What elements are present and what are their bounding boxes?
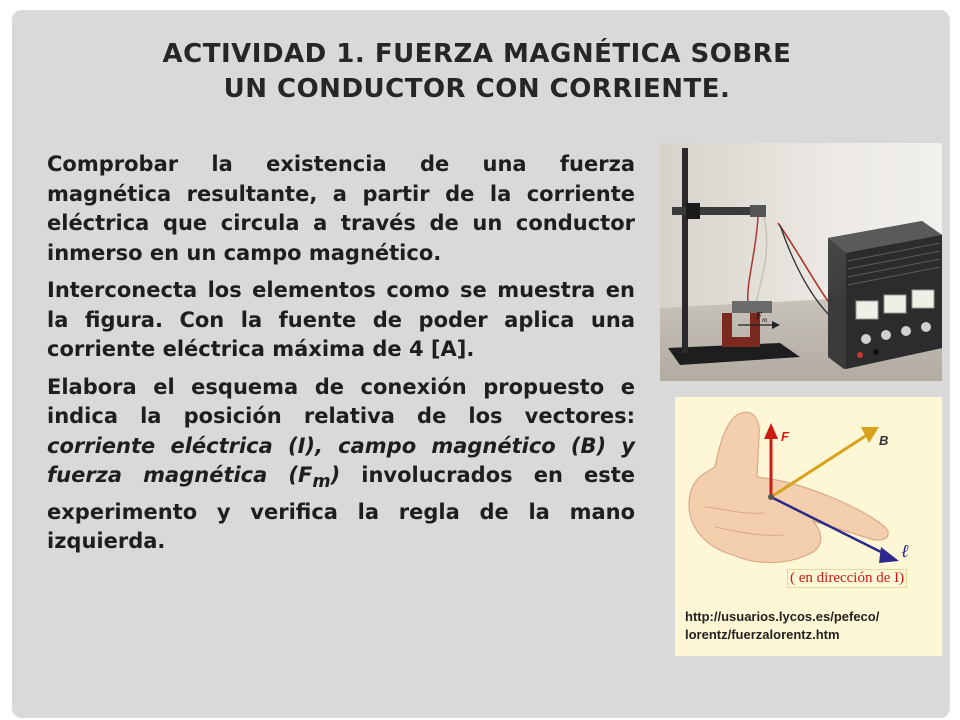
source-url-line-1: http://usuarios.lycos.es/pefeco/	[685, 609, 880, 624]
task-end: involucrados en este experimento y verifica la regla de la mano izquierda.	[47, 463, 636, 554]
source-url-line-2: lorentz/fuerzalorentz.htm	[685, 627, 840, 642]
task-start: Elabora el esquema de conexión propuesto e indica la posición relativa de los vectores:	[47, 374, 635, 428]
current-direction-caption: ( en dirección de I)	[787, 569, 907, 588]
task-subscript: m	[312, 472, 331, 493]
label-l: ℓ	[901, 541, 909, 561]
force-label: $F_m$	[756, 311, 768, 324]
lab-setup-illustration	[660, 143, 942, 381]
paragraph-instructions: Interconecta los elementos como se muestra en la figura. Con la fuente de poder aplica una corriente eléctrica máxima de 4 [A].	[47, 278, 635, 361]
title-line-2: UN CONDUCTOR CON CORRIENTE.	[223, 74, 731, 104]
body-text	[47, 150, 635, 565]
slide	[12, 10, 950, 718]
paragraph-task	[47, 373, 635, 557]
slide-title	[52, 37, 902, 107]
task-vectors-text: corriente eléctrica (I), campo magnético (B) y fuerza magnética (F	[47, 433, 635, 487]
hand-vectors-illustration	[675, 397, 942, 597]
magnetic-field-vector	[771, 435, 867, 497]
label-f: F	[781, 429, 789, 444]
paragraph-objective: Comprobar la existencia de una fuerza magnética resultante, a partir de la corriente eléctrica que circula a través de un conductor inmerso en un campo magnético.	[47, 152, 635, 265]
label-b: B	[879, 433, 889, 448]
task-vectors-close: )	[330, 463, 341, 487]
title-line-1: ACTIVIDAD 1. FUERZA MAGNÉTICA SOBRE	[162, 39, 792, 69]
lab-setup-photo	[660, 143, 942, 381]
left-hand-rule-diagram	[675, 397, 942, 656]
